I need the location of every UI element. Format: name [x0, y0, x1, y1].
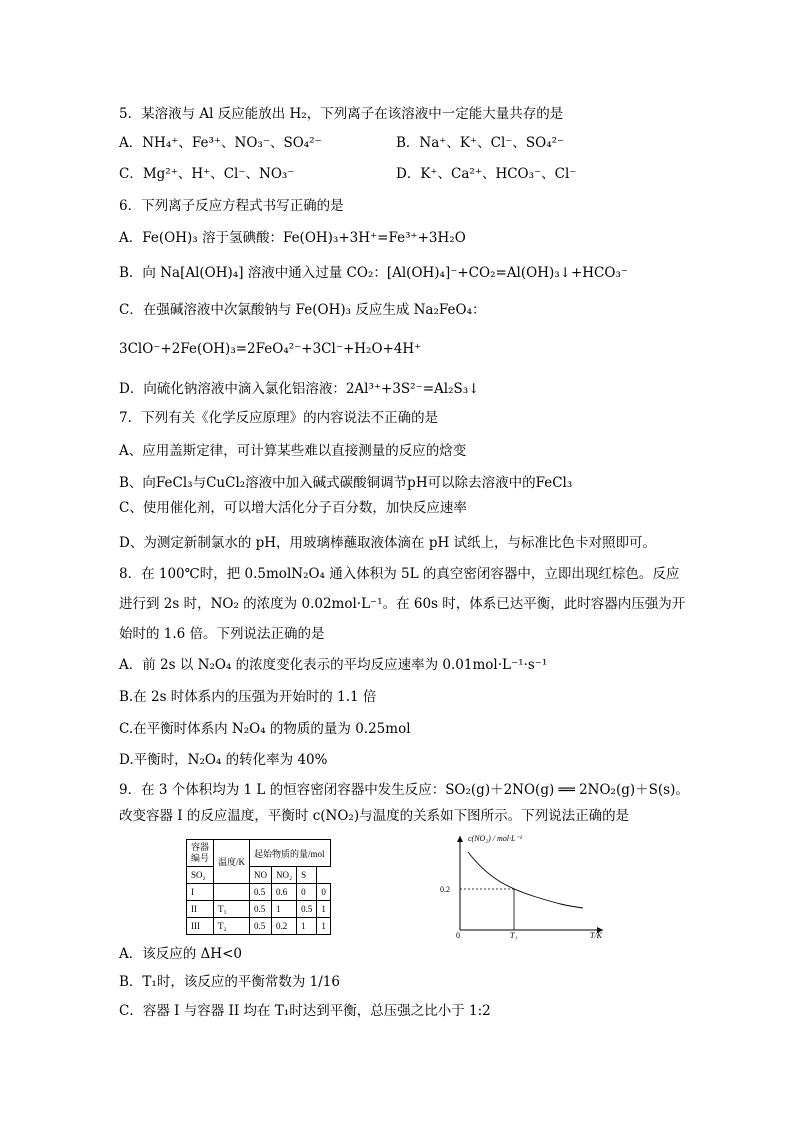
initial-amount-table	[186, 839, 331, 935]
table-col-no: NO	[250, 867, 272, 884]
q8-option-c: C.在平衡时体系内 N₂O₄ 的物质的量为 0.25mol	[119, 721, 411, 737]
table-cell-temp: T₂	[214, 918, 250, 935]
q6-option-d: D．向硫化钠溶液中滴入氯化铝溶液：2Al³⁺+3S²⁻=Al₂S₃↓	[119, 381, 480, 397]
table-cell: 0.5	[250, 918, 272, 935]
q5-option-b: B．Na⁺、K⁺、Cl⁻、SO₄²⁻	[396, 135, 565, 151]
table-cell-temp: T₁	[214, 901, 250, 918]
x-axis-label: T/K	[590, 931, 603, 940]
table-header-temp: 温度/K	[214, 840, 250, 884]
y-axis-label: c(NO₂) / mol·L⁻¹	[468, 834, 523, 843]
table-cell: 0.2	[272, 918, 297, 935]
table-header-amount: 起始物质的量/mol	[250, 840, 331, 867]
table-row	[187, 901, 331, 918]
table-header-container	[187, 840, 214, 867]
equilibrium-graph	[438, 830, 608, 940]
q6-option-b: B．向 Na[Al(OH)₄] 溶液中通入过量 CO₂：[Al(OH)₄]⁻+CO₂=Al(OH)₃↓+HCO₃⁻	[119, 265, 628, 281]
q7-option-d: D、为测定新制氯水的 pH，用玻璃棒蘸取液体滴在 pH 试纸上，与标准比色卡对照即可。	[119, 535, 657, 551]
q9-option-c: C．容器 I 与容器 II 均在 T₁时达到平衡，总压强之比小于 1:2	[119, 1003, 491, 1019]
q6-stem: 6．下列离子反应方程式书写正确的是	[119, 198, 344, 214]
q5-option-d: D．K⁺、Ca²⁺、HCO₃⁻、Cl⁻	[396, 166, 577, 182]
q9-option-a: A．该反应的 ΔH<0	[119, 946, 242, 962]
header-number-label: 编号	[191, 853, 210, 863]
table-cell-id: III	[187, 918, 214, 935]
table-col-s: S	[297, 867, 317, 884]
table-row	[187, 918, 331, 935]
table-col-so2: SO₂	[187, 867, 214, 884]
table-cell: 0.5	[250, 901, 272, 918]
table-cell-temp	[214, 884, 250, 901]
q7-option-b: B、向FeCl₃与CuCl₂溶液中加入碱式碳酸铜调节pH可以除去溶液中的FeCl₃	[119, 475, 573, 491]
origin-label: 0	[456, 931, 460, 940]
table-cell: 0.5	[250, 884, 272, 901]
header-container-label: 容器	[191, 842, 210, 852]
table-cell: 1	[317, 901, 331, 918]
q8-stem-line3: 始时的 1.6 倍。下列说法正确的是	[119, 626, 325, 642]
q6-option-c-line2: 3ClO⁻+2Fe(OH)₃=2FeO₄²⁻+3Cl⁻+H₂O+4H⁺	[119, 341, 422, 357]
q8-option-d: D.平衡时，N₂O₄ 的转化率为 40%	[119, 752, 328, 768]
table-cell: 1	[272, 901, 297, 918]
y-tick-label: 0.2	[440, 885, 450, 894]
table-cell-id: I	[187, 884, 214, 901]
equilibrium-curve	[468, 852, 583, 908]
q6-option-c-line1: C．在强碱溶液中次氯酸钠与 Fe(OH)₃ 反应生成 Na₂FeO₄：	[119, 302, 486, 318]
q8-stem-line2: 进行到 2s 时，NO₂ 的浓度为 0.02mol·L⁻¹。在 60s 时，体系已达平衡，此时容器内压强为开	[119, 596, 686, 612]
q8-option-b: B.在 2s 时体系内的压强为开始时的 1.1 倍	[119, 689, 377, 705]
q9-stem-line2: 改变容器 I 的反应温度，平衡时 c(NO₂)与温度的关系如下图所示。下列说法正确的是	[119, 808, 630, 824]
y-axis-arrow-icon	[457, 836, 463, 842]
q6-option-a: A．Fe(OH)₃ 溶于氢碘酸：Fe(OH)₃+3H⁺=Fe³⁺+3H₂O	[119, 230, 466, 246]
table-cell: 0	[317, 884, 331, 901]
table-cell: 0.6	[272, 884, 297, 901]
q5-option-a: A．NH₄⁺、Fe³⁺、NO₃⁻、SO₄²⁻	[119, 135, 322, 151]
table-cell-id: II	[187, 901, 214, 918]
q8-option-a: A．前 2s 以 N₂O₄ 的浓度变化表示的平均反应速率为 0.01mol·L⁻¹·s⁻¹	[119, 657, 548, 673]
table-cell: 1	[317, 918, 331, 935]
table-cell: 1	[297, 918, 317, 935]
table-row	[187, 884, 331, 901]
x-tick-label: T₁	[510, 931, 518, 940]
q5-option-c: C．Mg²⁺、H⁺、Cl⁻、NO₃⁻	[119, 166, 295, 182]
q9-stem-line1: 9．在 3 个体积均为 1 L 的恒容密闭容器中发生反应：SO₂(g)＋2NO(g) ══ 2NO₂(g)＋S(s)。	[119, 782, 689, 798]
q8-stem-line1: 8．在 100℃时，把 0.5molN₂O₄ 通入体积为 5L 的真空密闭容器中，立即出现红棕色。反应	[119, 566, 680, 582]
q7-stem: 7．下列有关《化学反应原理》的内容说法不正确的是	[119, 410, 439, 426]
table-cell: 0	[297, 884, 317, 901]
q7-option-c: C、使用催化剂，可以增大活化分子百分数，加快反应速率	[119, 500, 467, 516]
q5-stem: 5．某溶液与 Al 反应能放出 H₂，下列离子在该溶液中一定能大量共存的是	[119, 106, 564, 122]
table-cell: 0.5	[297, 901, 317, 918]
q9-option-b: B．T₁时，该反应的平衡常数为 1/16	[119, 974, 340, 990]
q7-option-a: A、应用盖斯定律，可计算某些难以直接测量的反应的焓变	[119, 443, 467, 459]
table-col-no2: NO₂	[272, 867, 297, 884]
